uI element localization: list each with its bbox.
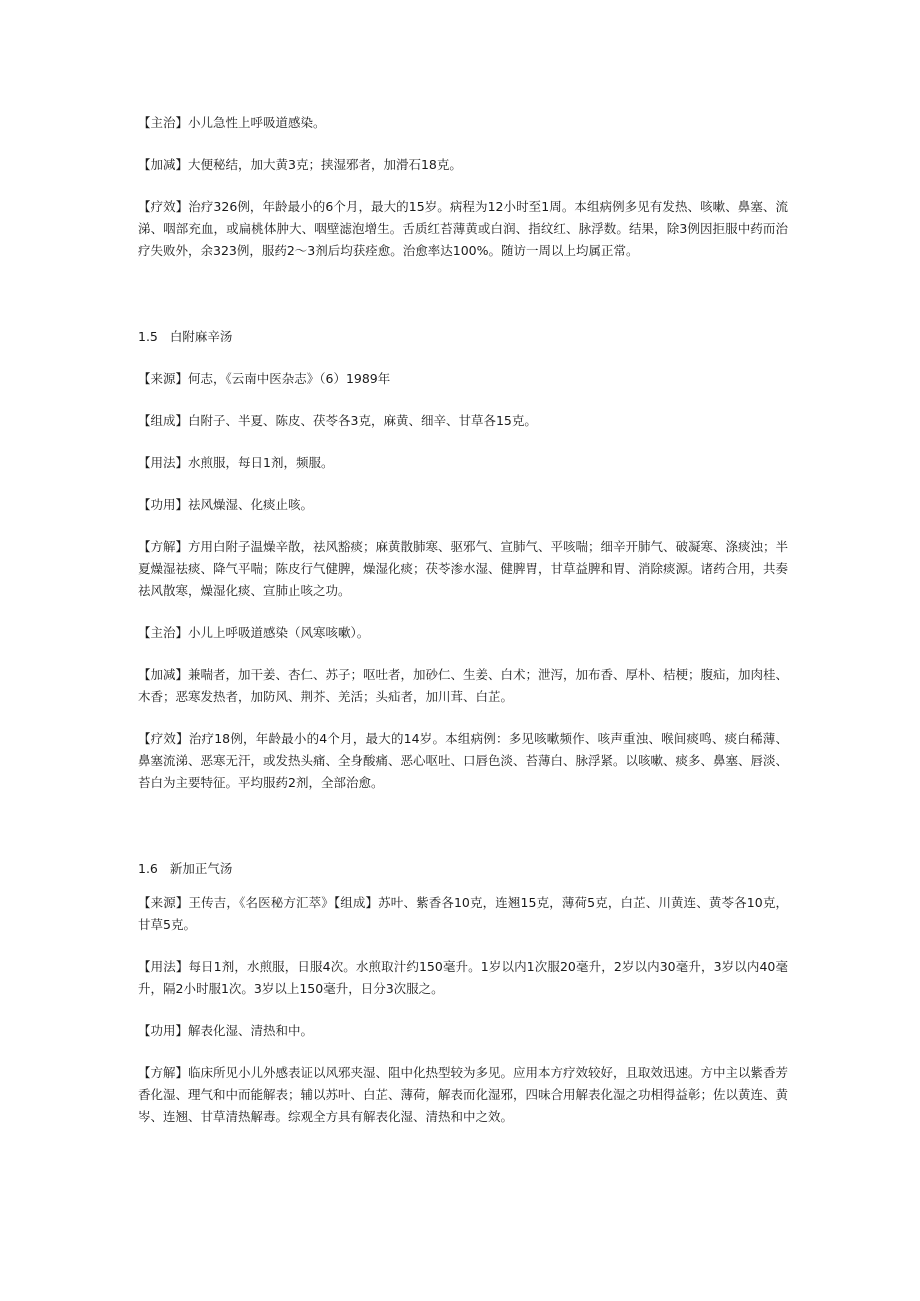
section-number: 1.6	[138, 861, 158, 876]
zucheng-paragraph: 【组成】白附子、半夏、陈皮、茯苓各3克，麻黄、细辛、甘草各15克。	[138, 413, 537, 428]
laiyuan-paragraph-2: 【来源】王传吉，《名医秘方汇萃》【组成】苏叶、紫香各10克，连翘15克，薄荷5克，白芷、川黄连、黄苓各10克，甘草5克。	[138, 895, 788, 932]
section-title: 新加正气汤	[169, 861, 233, 876]
jiajian-paragraph-2: 【加减】兼喘者，加干姜、杏仁、苏子；呕吐者，加砂仁、生姜、白术；泄泻，加布香、厚朴、桔梗；腹疝，加肉桂、木香；恶寒发热者，加防风、荆芥、羌活；头疝者，加川茸、白芷。	[138, 667, 789, 704]
jiajian-paragraph: 【加减】大便秘结，加大黄3克；挟湿邪者，加滑石18克。	[138, 157, 462, 172]
liaoxiao-paragraph: 【疗效】治疗326例，年龄最小的6个月，最大的15岁。病程为12小时至1周。本组病例多见有发热、咳嗽、鼻塞、流涕、咽部充血，或扁桃体肿大、咽壁滤泡增生。舌质红苔薄黄或白润、指纹红、脉浮数。结果，除3例因拒服中药而治疗失败外，余323例，服药2～3剂后均获痊愈。治愈率达100%。随访一周以上均属正常。	[138, 199, 788, 258]
section-heading-1-5	[138, 326, 788, 348]
fangjie-paragraph: 【方解】方用白附子温燥辛散，祛风豁痰；麻黄散肺寒、驱邪气、宣肺气、平咳喘；细辛开肺气、破凝寒、涤痰浊；半夏燥湿祛痰、降气平喘；陈皮行气健脾，燥湿化痰；茯苓渗水湿、健脾胃，甘草益脾和胃、消除痰源。诸药合用，共奏祛风散寒，燥湿化痰、宣肺止咳之功。	[138, 539, 789, 598]
fangjie-paragraph-2: 【方解】临床所见小儿外感表证以风邪夹湿、阻中化热型较为多见。应用本方疗效较好，且取效迅速。方中主以紫香芳香化湿、理气和中而能解表；辅以苏叶、白芷、薄荷，解表而化湿邪，四味合用解表化湿之功相得益彰；佐以黄连、黄岑、连翘、甘草清热解毒。综观全方具有解表化湿、清热和中之效。	[138, 1065, 789, 1124]
laiyuan-paragraph: 【来源】何志，《云南中医杂志》（6）1989年	[138, 371, 391, 386]
document-body	[138, 108, 788, 1128]
section-title: 白附麻辛汤	[169, 329, 233, 344]
zhuzhi-paragraph-2: 【主治】小儿上呼吸道感染（风寒咳嗽）。	[138, 625, 370, 640]
gongyong-paragraph: 【功用】祛风燥湿、化痰止咳。	[138, 497, 314, 512]
section-number: 1.5	[138, 329, 158, 344]
section-heading-1-6	[138, 858, 788, 880]
gongyong-paragraph-2: 【功用】解表化湿、清热和中。	[138, 1023, 314, 1038]
yongfa-paragraph: 【用法】水煎服，每日1剂，频服。	[138, 455, 334, 470]
zhuzhi-paragraph: 【主治】小儿急性上呼吸道感染。	[138, 115, 326, 130]
yongfa-paragraph-2: 【用法】每日1剂，水煎服，日服4次。水煎取汁约150毫升。1岁以内1次服20毫升，2岁以内30毫升，3岁以内40毫升，隔2小时服1次。3岁以上150毫升，日分3次服之。	[138, 959, 788, 996]
liaoxiao-paragraph-2: 【疗效】治疗18例，年龄最小的4个月，最大的14岁。本组病例：多见咳嗽频作、咳声重浊、喉间痰鸣、痰白稀薄、鼻塞流涕、恶寒无汗，或发热头痛、全身酸痛、恶心呕吐、口唇色淡、苔薄白、脉浮紧。以咳嗽、痰多、鼻塞、唇淡、苔白为主要特征。平均服药2剂，全部治愈。	[138, 731, 789, 790]
